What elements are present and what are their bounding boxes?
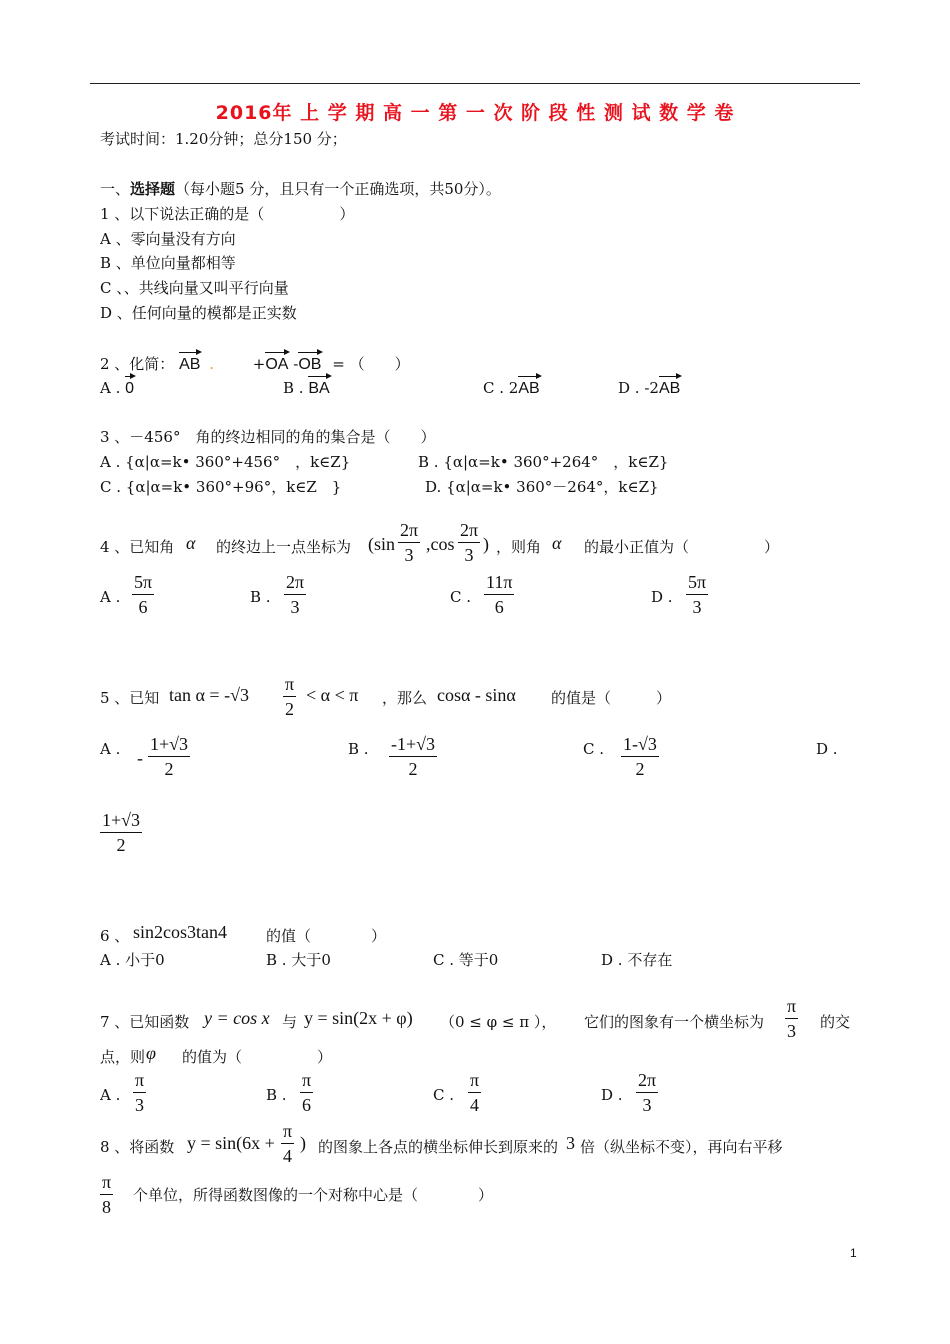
q5-option-a-fraction — [148, 734, 190, 780]
q4-c-num: 11π — [484, 572, 514, 595]
q4-option-c-label: C . — [450, 588, 472, 606]
q4-d2: 3 — [464, 545, 474, 565]
q4-d1: 3 — [404, 545, 414, 565]
vector-ab-c: AB — [518, 374, 539, 398]
q7-line2: 点，则 — [100, 1048, 146, 1066]
q4-option-a-fraction — [132, 572, 154, 618]
q2-prefix: 2 、化简： — [100, 355, 175, 373]
page-title: 2016年 上 学 期 高 一 第 一 次 阶 段 性 测 试 数 学 卷 — [215, 102, 735, 124]
alpha-symbol: α — [186, 533, 196, 553]
q7-option-d-label: D . — [601, 1086, 623, 1104]
q7-option-b-label: B . — [266, 1086, 287, 1104]
q5-d-den: 2 — [116, 835, 126, 855]
q7-d: 3 — [787, 1021, 797, 1041]
q2-a-label: A . — [100, 379, 121, 397]
q5-range-fraction — [283, 674, 296, 720]
q7-f1: y = cos x — [204, 1008, 270, 1028]
q7-line2b: 的值为（ ） — [182, 1048, 333, 1066]
q4-option-b-label: B . — [250, 588, 271, 606]
exam-info: 考试时间：1.20分钟；总分150 分； — [100, 130, 347, 148]
q2-equals: = （ ） — [332, 355, 410, 373]
q8-n: π — [281, 1121, 294, 1144]
q1-option-a: A 、零向量没有方向 — [100, 230, 236, 248]
vector-ab: AB — [179, 350, 200, 374]
q7-b-den: 6 — [302, 1095, 312, 1115]
q4-mid: 的终边上一点坐标为 — [216, 538, 352, 556]
q3-option-c: C . {α|α=k• 360°+96°，k∈Z } — [100, 478, 342, 496]
q1-option-d: D 、任何向量的模都是正实数 — [100, 304, 297, 322]
q4-close: ) — [483, 534, 489, 554]
q5-range-num: π — [283, 674, 296, 697]
q4-fraction-2 — [458, 520, 480, 566]
q4-b-den: 3 — [290, 597, 300, 617]
q5-option-d-fraction — [100, 810, 142, 856]
q7-post: 的交 — [820, 1013, 851, 1031]
q2-option-a — [100, 374, 134, 398]
q2-option-d — [618, 374, 680, 398]
q4-n2: 2π — [458, 520, 480, 543]
zero-vector: 0 — [125, 374, 134, 398]
q5-post: 的值是（ ） — [551, 689, 672, 707]
q4-option-d-fraction — [686, 572, 708, 618]
q2-c-label: C . 2 — [483, 379, 519, 397]
vector-oa: OA — [265, 350, 288, 374]
vector-ba: BA — [308, 374, 329, 398]
q7-d-num: 2π — [636, 1070, 658, 1093]
q4-c-den: 6 — [494, 597, 504, 617]
q5-expr2: cosα - sinα — [437, 685, 516, 705]
q7-and: 与 — [282, 1013, 298, 1031]
q5-d-num: 1+√3 — [100, 810, 142, 833]
alpha-symbol-2: α — [552, 533, 562, 553]
q7-option-a-fraction — [133, 1070, 146, 1116]
q4-a-num: 5π — [132, 572, 154, 595]
q5-a-num: 1+√3 — [148, 734, 190, 757]
q5-option-b-label: B . — [348, 740, 369, 758]
q5-mid: ，那么 — [382, 689, 428, 707]
q5-option-c-fraction — [621, 734, 659, 780]
q7-n: π — [785, 996, 798, 1019]
q8-n2: π — [100, 1172, 113, 1195]
q4-post1: ，则角 — [496, 538, 542, 556]
q8-f: y = sin(6x + — [187, 1133, 275, 1153]
q8-fraction-2 — [100, 1172, 113, 1218]
q3-option-d: D. {α|α=k• 360°－264°，k∈Z} — [425, 478, 659, 496]
q6-option-b: B . 大于0 — [266, 951, 331, 969]
q5-c-den: 2 — [635, 759, 645, 779]
q8-d2: 8 — [102, 1197, 112, 1217]
q7-option-a-label: A . — [100, 1086, 121, 1104]
q1-stem: 1 、以下说法正确的是（ ） — [100, 205, 355, 223]
q7-f2: y = sin(2x + φ) — [304, 1008, 413, 1028]
q7-a-den: 3 — [135, 1095, 145, 1115]
q4-d-den: 3 — [692, 597, 702, 617]
q3-option-a: A . {α|α=k• 360°+456° ，k∈Z} — [100, 453, 351, 471]
q5-a-den: 2 — [164, 759, 174, 779]
vector-ob: OB — [298, 350, 321, 374]
q8-three: 3 — [566, 1133, 575, 1153]
q7-option-b-fraction — [300, 1070, 313, 1116]
q5-b-den: 2 — [408, 759, 418, 779]
q6-pre: 6 、 — [100, 927, 130, 945]
q7-fraction — [785, 996, 798, 1042]
minus-sign: - — [293, 355, 299, 373]
top-rule — [90, 83, 860, 84]
q8-fclose: ) — [300, 1133, 306, 1153]
q8-fraction — [281, 1121, 294, 1167]
q4-cos: ,cos — [426, 534, 455, 554]
q8-line2: 个单位，所得函数图像的一个对称中心是（ ） — [133, 1186, 494, 1204]
section-number: 一、 — [100, 180, 131, 198]
q4-fraction-1 — [398, 520, 420, 566]
q4-option-a-label: A . — [100, 588, 121, 606]
q5-range-rest: < α < π — [306, 685, 359, 705]
q7-range: （0 ≤ φ ≤ π ）， — [440, 1013, 557, 1031]
q8-d: 4 — [283, 1146, 293, 1166]
q3-option-b: B . {α|α=k• 360°+264° ，k∈Z} — [418, 453, 669, 471]
q6-post: 的值（ ） — [266, 927, 387, 945]
q2-stem — [100, 350, 410, 374]
q6-option-c: C . 等于0 — [433, 951, 499, 969]
q5-option-b-fraction — [389, 734, 437, 780]
q7-a-num: π — [133, 1070, 146, 1093]
q4-option-c-fraction — [484, 572, 514, 618]
q8-post: 的图象上各点的横坐标伸长到原来的 — [318, 1138, 559, 1156]
q6-option-a: A . 小于0 — [100, 951, 165, 969]
stray-dot: . — [209, 355, 214, 373]
q5-expr1: tan α = -√3 — [169, 685, 249, 705]
q7-option-d-fraction — [636, 1070, 658, 1116]
q4-b-num: 2π — [284, 572, 306, 595]
q1-option-b: B 、单位向量都相等 — [100, 254, 236, 272]
q5-c-num: 1-√3 — [621, 734, 659, 757]
section-heading — [100, 178, 501, 199]
section-desc: （每小题5 分，且只有一个正确选项，共50分）。 — [175, 180, 501, 198]
q7-mid: 它们的图象有一个横坐标为 — [584, 1013, 765, 1031]
q7-option-c-fraction — [468, 1070, 481, 1116]
q3-stem: 3 、－456° 角的终边相同的角的集合是（ ） — [100, 428, 436, 446]
q5-b-num: -1+√3 — [389, 734, 437, 757]
section-label: 选择题 — [130, 180, 176, 198]
q7-c-num: π — [468, 1070, 481, 1093]
q7-option-c-label: C . — [433, 1086, 455, 1104]
q5-range-den: 2 — [285, 699, 295, 719]
q1-option-c: C 、、共线向量又叫平行向量 — [100, 279, 289, 297]
q6-expr: sin2cos3tan4 — [133, 922, 227, 942]
q4-a-den: 6 — [138, 597, 148, 617]
q4-pre: 4 、已知角 — [100, 538, 175, 556]
q8-post2: 倍（纵坐标不变），再向右平移 — [580, 1138, 783, 1156]
q4-post2: 的最小正值为（ ） — [584, 538, 780, 556]
q7-pre: 7 、已知函数 — [100, 1013, 190, 1031]
vector-ab-d: AB — [659, 374, 680, 398]
q4-n1: 2π — [398, 520, 420, 543]
q2-option-c — [483, 374, 540, 398]
q5-option-a-label: A . — [100, 740, 121, 758]
q7-b-num: π — [300, 1070, 313, 1093]
page-number: 1 — [850, 1246, 857, 1260]
plus-sign: + — [252, 355, 266, 373]
q2-d-label: D . -2 — [618, 379, 659, 397]
q4-option-d-label: D . — [651, 588, 673, 606]
q7-c-den: 4 — [470, 1095, 480, 1115]
phi-symbol: φ — [146, 1043, 156, 1063]
q4-option-b-fraction — [284, 572, 306, 618]
q4-d-num: 5π — [686, 572, 708, 595]
q2-option-b — [283, 374, 330, 398]
q5-option-a-sign: - — [137, 748, 143, 768]
q4-sin: (sin — [368, 534, 395, 554]
q2-b-label: B . — [283, 379, 304, 397]
q7-d-den: 3 — [642, 1095, 652, 1115]
q5-option-c-label: C . — [583, 740, 605, 758]
q5-option-d-label: D . — [816, 740, 838, 758]
q6-option-d: D . 不存在 — [601, 951, 673, 969]
q8-pre: 8 、将函数 — [100, 1138, 175, 1156]
q5-pre: 5 、已知 — [100, 689, 160, 707]
